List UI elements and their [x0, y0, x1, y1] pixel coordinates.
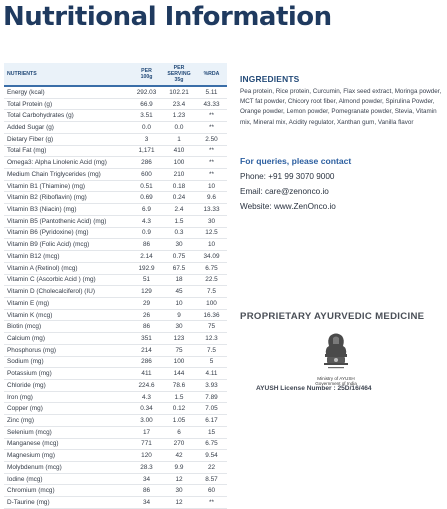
per-serving-value: 0.18 — [162, 180, 196, 192]
table-row — [4, 145, 227, 157]
per-100g-value: 1,171 — [131, 145, 162, 157]
per-serving-value: 2.4 — [162, 204, 196, 216]
rda-value: 34.09 — [196, 251, 227, 263]
nutrient-name: Vitamin A (Retinol) (mcg) — [4, 262, 131, 274]
per-100g-value: 192.9 — [131, 262, 162, 274]
nutrient-name: Copper (mg) — [4, 403, 131, 415]
header-rda: %RDA — [196, 63, 227, 86]
nutrient-name: Vitamin B3 (Niacin) (mg) — [4, 204, 131, 216]
nutrient-name: Manganese (mcg) — [4, 438, 131, 450]
rda-value: 5 — [196, 356, 227, 368]
per-100g-value: 0.9 — [131, 227, 162, 239]
rda-value: 22 — [196, 462, 227, 474]
table-row — [4, 438, 227, 450]
per-100g-value: 351 — [131, 333, 162, 345]
per-serving-value: 6 — [162, 426, 196, 438]
rda-value: 30 — [196, 215, 227, 227]
table-row — [4, 98, 227, 110]
nutrient-name: Vitamin E (mg) — [4, 297, 131, 309]
nutrient-name: Total Fat (mg) — [4, 145, 131, 157]
per-100g-value: 86 — [131, 321, 162, 333]
nutrient-name: Chromium (mcg) — [4, 485, 131, 497]
rda-value: ** — [196, 122, 227, 134]
nutrient-name: Total Protein (g) — [4, 98, 131, 110]
table-row — [4, 215, 227, 227]
nutrient-name: Biotin (mcg) — [4, 321, 131, 333]
table-row — [4, 415, 227, 427]
nutrient-name: Vitamin B1 (Thiamine) (mg) — [4, 180, 131, 192]
per-100g-value: 17 — [131, 426, 162, 438]
table-row — [4, 391, 227, 403]
per-serving-value: 144 — [162, 368, 196, 380]
ministry-name: Ministry of AYUSH — [317, 376, 355, 381]
per-serving-value: 0.0 — [162, 122, 196, 134]
queries-title: For queries, please contact — [240, 156, 352, 166]
per-100g-value: 286 — [131, 157, 162, 169]
nutrient-name: Iron (mg) — [4, 391, 131, 403]
rda-value: 6.75 — [196, 262, 227, 274]
table-row — [4, 497, 227, 509]
nutrient-name: Vitamin B9 (Folic Acid) (mcg) — [4, 239, 131, 251]
table-row — [4, 122, 227, 134]
nutrient-name: Added Sugar (g) — [4, 122, 131, 134]
table-row — [4, 297, 227, 309]
nutrient-name: Vitamin B12 (mcg) — [4, 251, 131, 263]
per-serving-value: 0.24 — [162, 192, 196, 204]
per-100g-value: 120 — [131, 450, 162, 462]
per-serving-value: 270 — [162, 438, 196, 450]
nutrient-name: Phosphorus (mg) — [4, 344, 131, 356]
nutrient-name: Zinc (mg) — [4, 415, 131, 427]
table-row — [4, 204, 227, 216]
table-row — [4, 251, 227, 263]
per-100g-value: 86 — [131, 485, 162, 497]
rda-value: ** — [196, 169, 227, 181]
per-serving-value: 30 — [162, 321, 196, 333]
nutrient-name: Vitamin D (Cholecalciferol) (IU) — [4, 286, 131, 298]
per-serving-value: 410 — [162, 145, 196, 157]
national-emblem-icon — [321, 330, 351, 382]
nutrient-name: Molybdenum (mcg) — [4, 462, 131, 474]
table-row — [4, 356, 227, 368]
table-row — [4, 169, 227, 181]
per-serving-value: 10 — [162, 297, 196, 309]
table-row — [4, 321, 227, 333]
table-row — [4, 239, 227, 251]
nutrient-name: Calcium (mg) — [4, 333, 131, 345]
per-100g-value: 29 — [131, 297, 162, 309]
per-100g-value: 0.34 — [131, 403, 162, 415]
per-100g-value: 0.69 — [131, 192, 162, 204]
rda-value: 5.11 — [196, 86, 227, 98]
per-serving-value: 12 — [162, 473, 196, 485]
table-row — [4, 403, 227, 415]
table-row — [4, 227, 227, 239]
per-100g-value: 286 — [131, 356, 162, 368]
header-per-100g — [131, 63, 162, 86]
nutrition-table-header — [4, 63, 227, 86]
rda-value: 16.36 — [196, 309, 227, 321]
table-row — [4, 286, 227, 298]
nutrient-name: Energy (kcal) — [4, 86, 131, 98]
per-100g-value: 2.14 — [131, 251, 162, 263]
per-100g-value: 411 — [131, 368, 162, 380]
per-100g-value: 26 — [131, 309, 162, 321]
nutrient-name: Sodium (mg) — [4, 356, 131, 368]
per-100g-value: 3.00 — [131, 415, 162, 427]
rda-value: 9.54 — [196, 450, 227, 462]
per-serving-value: 1.5 — [162, 391, 196, 403]
contact-phone: Phone: +91 99 3070 9000 — [240, 172, 335, 181]
header-per-serving — [162, 63, 196, 86]
per-serving-value: 23.4 — [162, 98, 196, 110]
rda-value: ** — [196, 145, 227, 157]
table-row — [4, 86, 227, 98]
ingredients-title: INGREDIENTS — [240, 74, 300, 84]
rda-value: 6.75 — [196, 438, 227, 450]
per-100g-value: 0.51 — [131, 180, 162, 192]
table-row — [4, 450, 227, 462]
rda-value: 7.05 — [196, 403, 227, 415]
rda-value: 4.11 — [196, 368, 227, 380]
rda-value: 43.33 — [196, 98, 227, 110]
nutrient-name: Potassium (mg) — [4, 368, 131, 380]
per-100g-value: 3 — [131, 133, 162, 145]
rda-value: 10 — [196, 180, 227, 192]
per-serving-value: 67.5 — [162, 262, 196, 274]
ingredients-text: Pea protein, Rice protein, Curcumin, Flax seed extract, Moringa powder, MCT fat powder, Chicory root fiber, Almond powder, Spirulina Powder, Orange powder, Lemon powder, Pomegranate powder, Stevia, Vitamin mix, Mineral mix, Acidity regulator, Xanthan gum, Vanilla flavor — [240, 88, 442, 126]
rda-value: 3.93 — [196, 379, 227, 391]
per-serving-value: 18 — [162, 274, 196, 286]
per-serving-value: 75 — [162, 344, 196, 356]
per-100g-value: 34 — [131, 497, 162, 509]
per-serving-value: 12 — [162, 497, 196, 509]
table-row — [4, 110, 227, 122]
table-row — [4, 274, 227, 286]
nutrient-name: Vitamin B5 (Pantothenic Acid) (mg) — [4, 215, 131, 227]
rda-value: 22.5 — [196, 274, 227, 286]
per-serving-value: 1.23 — [162, 110, 196, 122]
rda-value: ** — [196, 157, 227, 169]
rda-value: ** — [196, 497, 227, 509]
nutrient-name: D-Taurine (mg) — [4, 497, 131, 509]
nutrient-name: Selenium (mcg) — [4, 426, 131, 438]
per-100g-value: 4.3 — [131, 391, 162, 403]
per-serving-value: 9.9 — [162, 462, 196, 474]
header-per-serving-line3: 35g — [174, 77, 184, 83]
nutrient-name: Dietary Fiber (g) — [4, 133, 131, 145]
table-row — [4, 344, 227, 356]
per-100g-value: 771 — [131, 438, 162, 450]
table-row — [4, 462, 227, 474]
header-per-serving-line1: PER — [173, 65, 185, 71]
per-serving-value: 30 — [162, 239, 196, 251]
per-serving-value: 0.3 — [162, 227, 196, 239]
per-100g-value: 51 — [131, 274, 162, 286]
rda-value: 15 — [196, 426, 227, 438]
nutrient-name: Omega3: Alpha Linolenic Acid (mg) — [4, 157, 131, 169]
rda-value: 7.89 — [196, 391, 227, 403]
table-row — [4, 379, 227, 391]
table-row — [4, 192, 227, 204]
rda-value: 12.3 — [196, 333, 227, 345]
table-row — [4, 473, 227, 485]
contact-email[interactable]: Email: care@zenonco.io — [240, 187, 329, 196]
rda-value: 2.50 — [196, 133, 227, 145]
header-per-100g-line2: 100g — [140, 74, 153, 80]
table-row — [4, 309, 227, 321]
per-100g-value: 129 — [131, 286, 162, 298]
per-100g-value: 0.0 — [131, 122, 162, 134]
nutrient-name: Chloride (mg) — [4, 379, 131, 391]
nutrient-name: Vitamin B2 (Riboflavin) (mg) — [4, 192, 131, 204]
nutrient-name: Vitamin K (mcg) — [4, 309, 131, 321]
per-100g-value: 86 — [131, 239, 162, 251]
rda-value: 75 — [196, 321, 227, 333]
per-100g-value: 6.9 — [131, 204, 162, 216]
table-row — [4, 333, 227, 345]
table-row — [4, 157, 227, 169]
rda-value: 6.17 — [196, 415, 227, 427]
header-per-100g-line1: PER — [141, 68, 152, 74]
per-serving-value: 78.6 — [162, 379, 196, 391]
nutrient-name: Medium Chain Triglycerides (mg) — [4, 169, 131, 181]
rda-value: 10 — [196, 239, 227, 251]
per-100g-value: 292.03 — [131, 86, 162, 98]
ayurvedic-medicine-title: PROPRIETARY AYURVEDIC MEDICINE — [240, 311, 425, 322]
ayush-license-number: AYUSH License Number : 25D/16/464 — [256, 385, 372, 392]
per-100g-value: 34 — [131, 473, 162, 485]
government-name: Government of India — [315, 381, 357, 386]
header-per-serving-line2: SERVING — [167, 71, 191, 77]
per-serving-value: 123 — [162, 333, 196, 345]
nutrition-table-body — [4, 86, 227, 508]
rda-value: 7.5 — [196, 344, 227, 356]
table-row — [4, 485, 227, 497]
nutrient-name: Vitamin C (Ascorbic Acid ) (mg) — [4, 274, 131, 286]
per-100g-value: 28.3 — [131, 462, 162, 474]
rda-value: 12.5 — [196, 227, 227, 239]
per-serving-value: 1.5 — [162, 215, 196, 227]
rda-value: 60 — [196, 485, 227, 497]
per-serving-value: 1.05 — [162, 415, 196, 427]
table-row — [4, 180, 227, 192]
per-serving-value: 100 — [162, 356, 196, 368]
rda-value: 8.57 — [196, 473, 227, 485]
per-100g-value: 600 — [131, 169, 162, 181]
nutrient-name: Total Carbohydrates (g) — [4, 110, 131, 122]
per-100g-value: 66.9 — [131, 98, 162, 110]
rda-value: 13.33 — [196, 204, 227, 216]
per-serving-value: 100 — [162, 157, 196, 169]
nutrient-name: Vitamin B6 (Pyridoxine) (mg) — [4, 227, 131, 239]
per-serving-value: 0.12 — [162, 403, 196, 415]
rda-value: 7.5 — [196, 286, 227, 298]
per-100g-value: 214 — [131, 344, 162, 356]
per-serving-value: 30 — [162, 485, 196, 497]
nutrient-name: Iodine (mcg) — [4, 473, 131, 485]
per-serving-value: 1 — [162, 133, 196, 145]
rda-value: 100 — [196, 297, 227, 309]
per-serving-value: 102.21 — [162, 86, 196, 98]
per-serving-value: 45 — [162, 286, 196, 298]
per-serving-value: 9 — [162, 309, 196, 321]
per-serving-value: 42 — [162, 450, 196, 462]
per-100g-value: 4.3 — [131, 215, 162, 227]
table-row — [4, 262, 227, 274]
per-serving-value: 210 — [162, 169, 196, 181]
per-serving-value: 0.75 — [162, 251, 196, 263]
per-100g-value: 224.6 — [131, 379, 162, 391]
rda-value: ** — [196, 110, 227, 122]
table-row — [4, 133, 227, 145]
header-nutrients: NUTRIENTS — [4, 63, 131, 86]
page-title: Nutritional Information — [3, 2, 332, 32]
nutrient-name: Magnesium (mg) — [4, 450, 131, 462]
table-row — [4, 426, 227, 438]
contact-website[interactable]: Website: www.ZenOnco.io — [240, 202, 336, 211]
per-100g-value: 3.51 — [131, 110, 162, 122]
table-row — [4, 368, 227, 380]
rda-value: 9.6 — [196, 192, 227, 204]
nutrition-table — [4, 63, 227, 509]
